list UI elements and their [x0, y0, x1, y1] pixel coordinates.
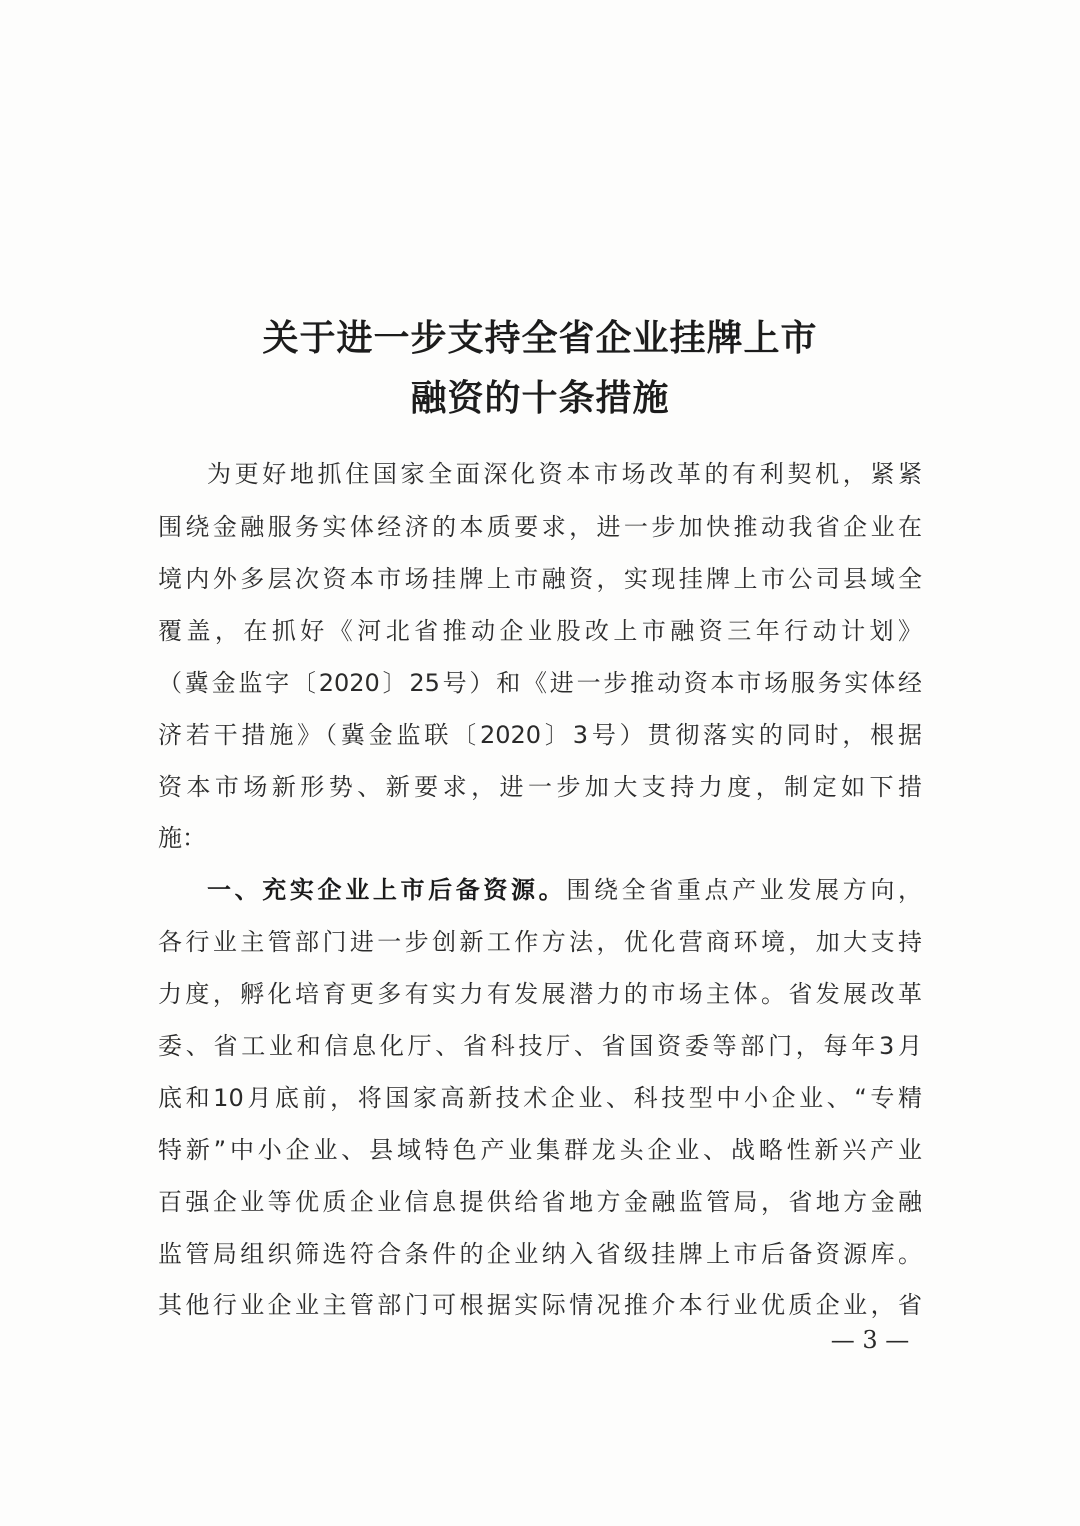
paragraph1-line: 资本市场新形势、新要求，进一步加大支持力度，制定如下措: [158, 773, 922, 801]
paragraph2-line: 百强企业等优质企业信息提供给省地方金融监管局，省地方金融: [158, 1188, 922, 1216]
document-title-line2: 融资的十条措施: [410, 377, 670, 419]
paragraph2-line: 各行业主管部门进一步创新工作方法，优化营商环境，加大支持: [158, 928, 922, 956]
paragraph2-line: 监管局组织筛选符合条件的企业纳入省级挂牌上市后备资源库。: [158, 1240, 922, 1268]
paragraph2-line: 底和10月底前，将国家高新技术企业、科技型中小企业、“专精: [158, 1084, 922, 1112]
paragraph2-line: 委、省工业和信息化厅、省科技厅、省国资委等部门，每年3月: [158, 1032, 922, 1060]
page-number: — 3 —: [830, 1326, 910, 1354]
document-title-line1: 关于进一步支持全省企业挂牌上市: [262, 317, 818, 359]
paragraph1-line: 施：: [158, 824, 206, 852]
paragraph2-line: 其他行业企业主管部门可根据实际情况推介本行业优质企业，省: [158, 1291, 922, 1319]
paragraph2-line: 力度，孵化培育更多有实力有发展潜力的市场主体。省发展改革: [158, 980, 922, 1008]
paragraph2-line: 围绕全省重点产业发展方向，: [566, 876, 922, 904]
paragraph2-first-line: [207, 870, 922, 910]
paragraph1-line: 为更好地抓住国家全面深化资本市场改革的有利契机，紧紧: [207, 460, 922, 488]
paragraph1-line: 围绕金融服务实体经济的本质要求，进一步加快推动我省企业在: [158, 513, 922, 541]
paragraph1-line: 济若干措施》（冀金监联〔2020〕3号）贯彻落实的同时，根据: [158, 721, 922, 749]
paragraph1-line: 覆盖，在抓好《河北省推动企业股改上市融资三年行动计划》: [158, 617, 922, 645]
paragraph2-line: 特新”中小企业、县域特色产业集群龙头企业、战略性新兴产业: [158, 1136, 922, 1164]
paragraph1-line: （冀金监字〔2020〕25号）和《进一步推动资本市场服务实体经: [158, 669, 922, 697]
section1-heading: 一、充实企业上市后备资源。: [207, 876, 567, 904]
paragraph1-line: 境内外多层次资本市场挂牌上市融资，实现挂牌上市公司县域全: [158, 565, 922, 593]
